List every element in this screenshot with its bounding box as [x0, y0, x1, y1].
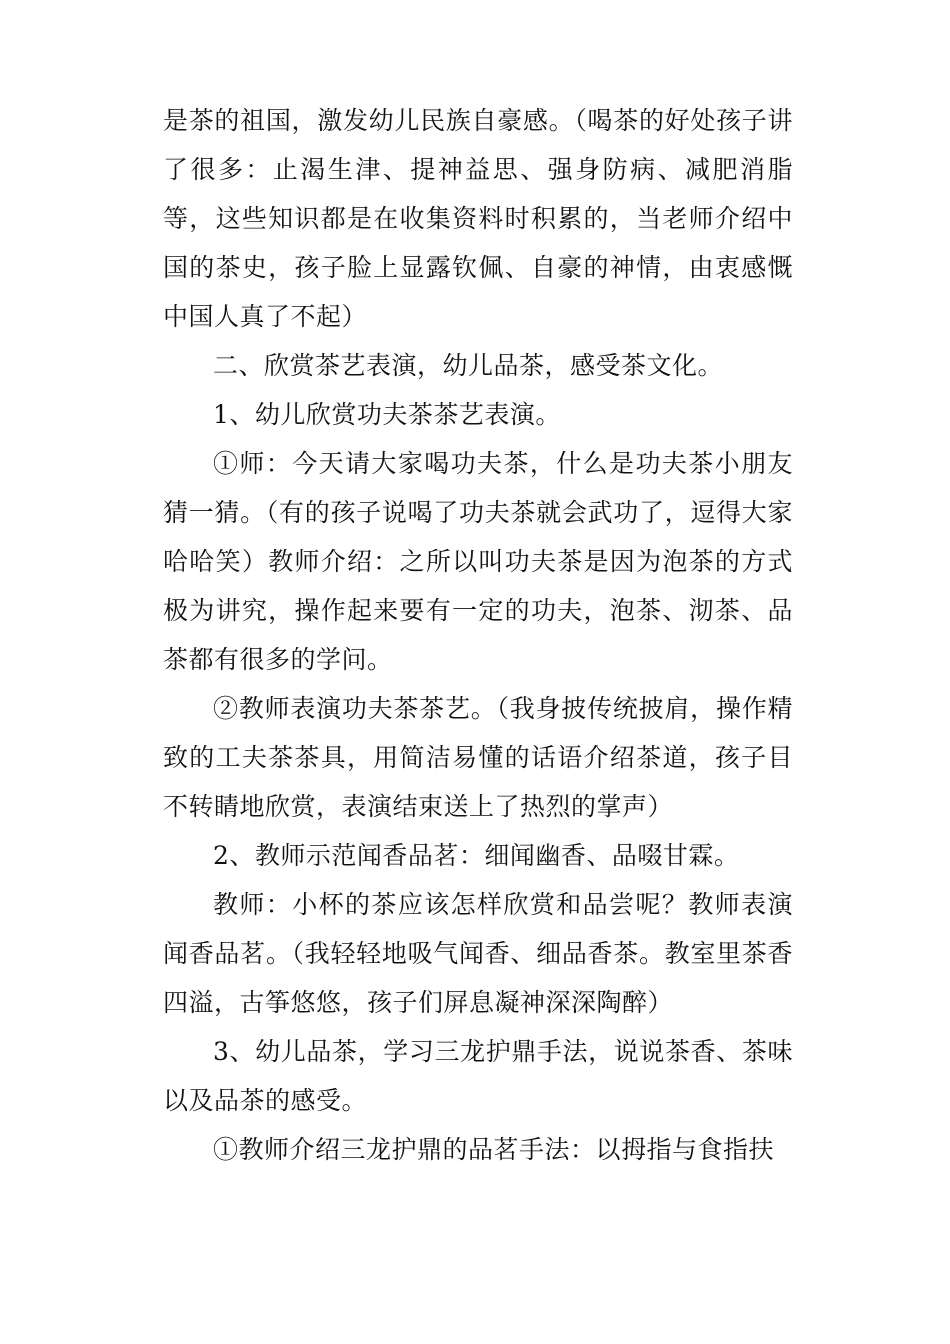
- paragraph-step-1: 1、幼儿欣赏功夫茶茶艺表演。: [213, 400, 561, 429]
- document-body: [163, 96, 793, 1174]
- paragraph-section-heading: 二、欣赏茶艺表演，幼儿品茶，感受茶文化。: [213, 351, 724, 380]
- paragraph-step-2: 2、教师示范闻香品茗：细闻幽香、品啜甘霖。: [213, 841, 740, 870]
- paragraph-step-1-b: ②教师表演功夫茶茶艺。（我身披传统披肩，操作精致的工夫茶茶具，用简洁易懂的话语介绍茶道，孩子目不转睛地欣赏，表演结束送上了热烈的掌声）: [163, 694, 793, 821]
- paragraph-step-3-a: ①教师介绍三龙护鼎的品茗手法：以拇指与食指扶: [213, 1135, 775, 1164]
- paragraph-step-3: 3、幼儿品茶，学习三龙护鼎手法，说说茶香、茶味以及品茶的感受。: [163, 1037, 793, 1115]
- paragraph-continuation: 是茶的祖国，激发幼儿民族自豪感。（喝茶的好处孩子讲了很多：止渴生津、提神益思、强身防病、减肥消脂等，这些知识都是在收集资料时积累的，当老师介绍中国的茶史，孩子脸上显露钦佩、自豪的神情，由衷感慨中国人真了不起）: [163, 106, 793, 331]
- paragraph-step-1-a: ①师：今天请大家喝功夫茶，什么是功夫茶小朋友猜一猜。（有的孩子说喝了功夫茶就会武功了，逗得大家哈哈笑）教师介绍：之所以叫功夫茶是因为泡茶的方式极为讲究，操作起来要有一定的功夫，泡茶、沏茶、品茶都有很多的学问。: [163, 449, 793, 674]
- paragraph-teacher: 教师：小杯的茶应该怎样欣赏和品尝呢？教师表演闻香品茗。（我轻轻地吸气闻香、细品香茶。教室里茶香四溢，古筝悠悠，孩子们屏息凝神深深陶醉）: [163, 890, 793, 1017]
